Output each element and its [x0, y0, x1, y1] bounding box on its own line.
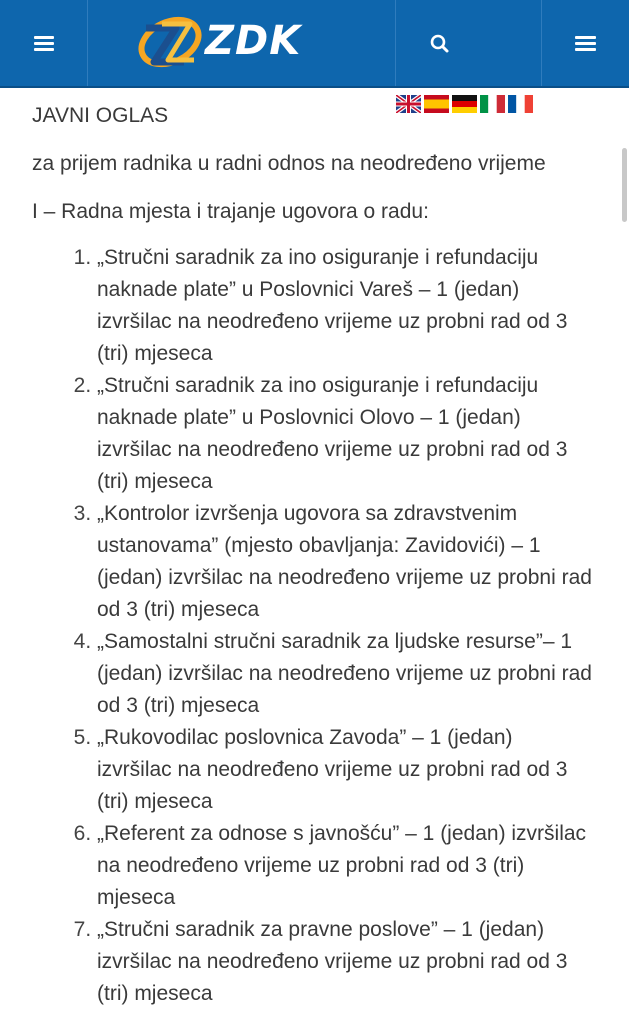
article-content — [32, 100, 592, 1010]
top-nav-bar — [0, 0, 629, 88]
menu-icon-line — [575, 48, 596, 51]
search-button[interactable] — [428, 32, 452, 56]
logo-text: ZDK — [205, 18, 302, 64]
scrollbar-thumb[interactable] — [622, 148, 627, 222]
job-positions-list — [32, 242, 592, 1010]
list-item: 5. „Rukovodilac poslovnica Zavoda” – 1 (jedan) izvršilac na neodređeno vrijeme uz probni rad od 3 (tri) mjeseca — [97, 722, 592, 818]
menu-icon-line — [34, 36, 54, 39]
menu-icon-line — [575, 36, 596, 39]
zdk-logo-icon — [132, 8, 212, 80]
list-item: 1. „Stručni saradnik za ino osiguranje i refundaciju naknade plate” u Poslovnici Vareš – 1 (jedan) izvršilac na neodređeno vrijeme uz probni rad od 3 (tri) mjeseca — [97, 242, 592, 370]
list-item: 3. „Kontrolor izvršenja ugovora sa zdravstvenim ustanovama” (mjesto obavljanja: Zavidovići) – 1 (jedan) izvršilac na neodređeno vrijeme uz probni rad od 3 (tri) mjeseca — [97, 498, 592, 626]
nav-divider — [395, 0, 396, 86]
main-menu-button[interactable] — [34, 36, 54, 52]
list-item: 4. „Samostalni stručni saradnik za ljudske resurse”– 1 (jedan) izvršilac na neodređeno vrijeme uz probni rad od 3 (tri) mjeseca — [97, 626, 592, 722]
nav-divider — [87, 0, 88, 86]
list-item: 6. „Referent za odnose s javnošću” – 1 (jedan) izvršilac na neodređeno vrijeme uz probni rad od 3 (tri) mjeseca — [97, 818, 592, 914]
article-subtitle: za prijem radnika u radni odnos na neodređeno vrijeme — [32, 152, 546, 175]
list-item: 7. „Stručni saradnik za pravne poslove” – 1 (jedan) izvršilac na neodređeno vrijeme uz probni rad od 3 (tri) mjeseca — [97, 914, 592, 1010]
menu-icon-line — [575, 42, 596, 45]
menu-icon-line — [34, 42, 54, 45]
menu-icon-line — [34, 48, 54, 51]
nav-divider — [541, 0, 542, 86]
search-icon — [428, 32, 452, 56]
list-item: 2. „Stručni saradnik za ino osiguranje i refundaciju naknade plate” u Poslovnici Olovo – 1 (jedan) izvršilac na neodređeno vrijeme uz probni rad od 3 (tri) mjeseca — [97, 370, 592, 498]
secondary-menu-button[interactable] — [575, 36, 595, 52]
article-heading: JAVNI OGLAS — [32, 104, 169, 127]
section-title: I – Radna mjesta i trajanje ugovora o radu: — [32, 200, 429, 223]
